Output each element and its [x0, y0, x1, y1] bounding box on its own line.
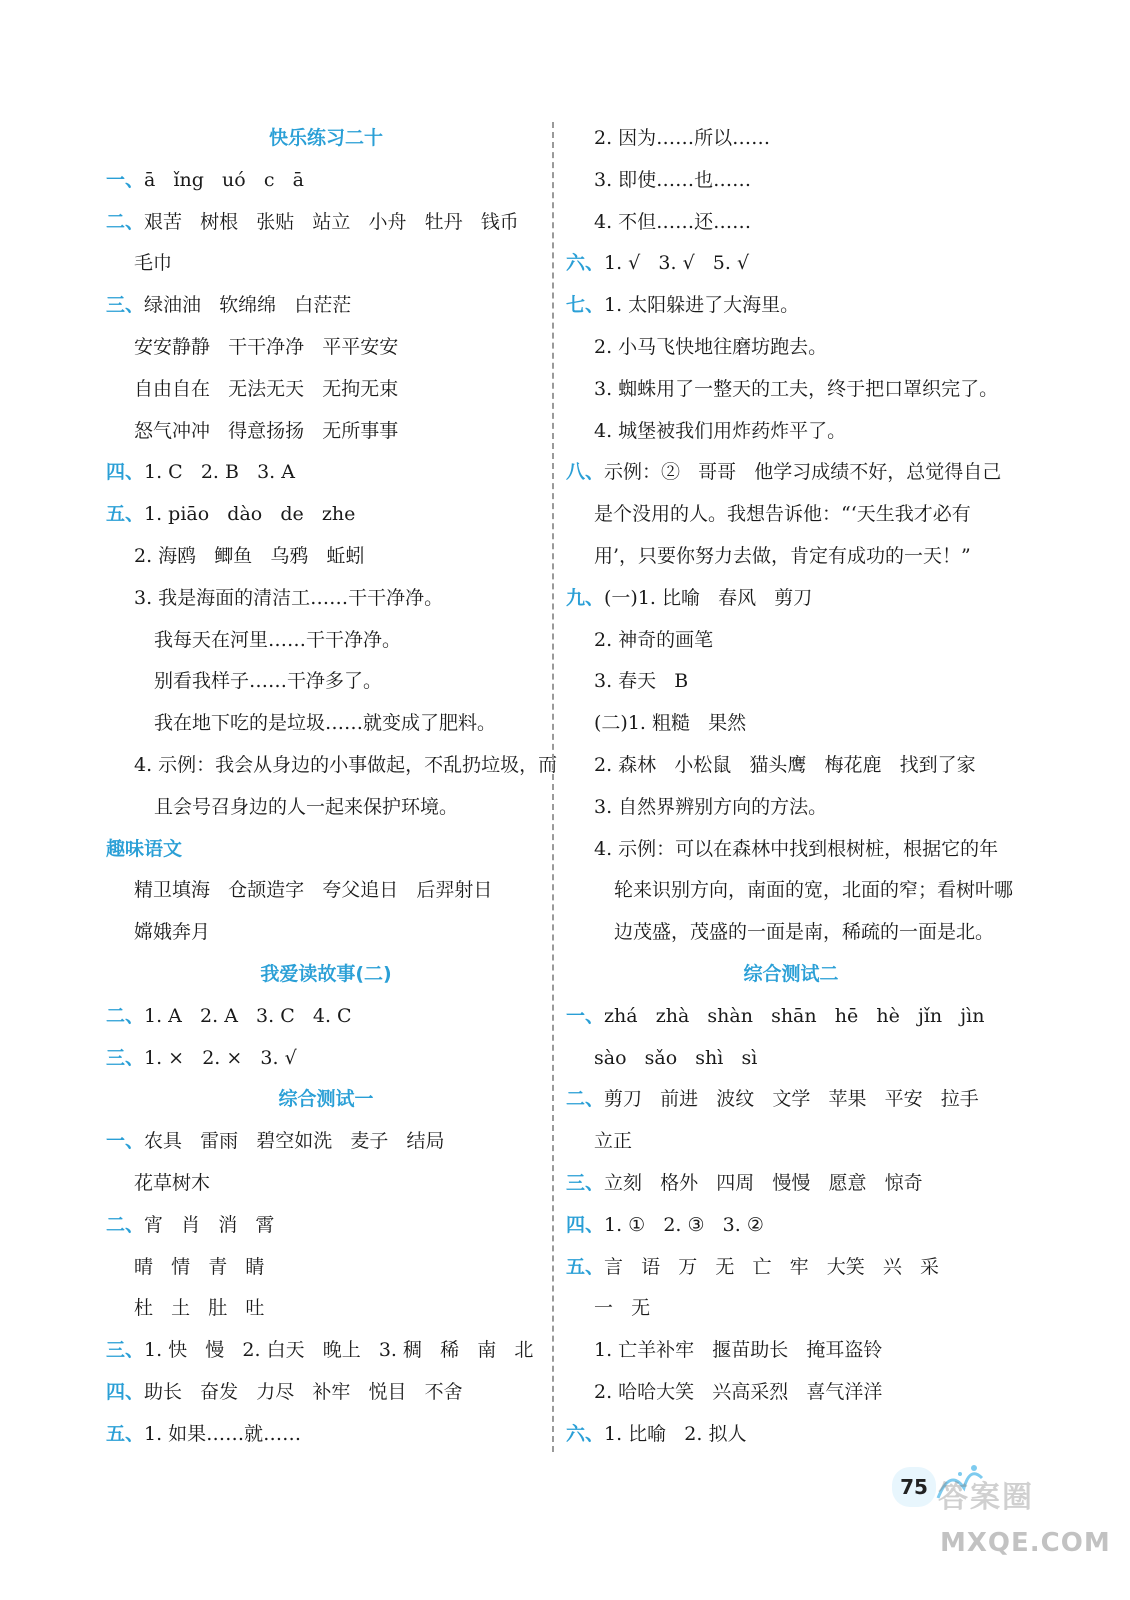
answer-text: 2. 小马飞快地往磨坊跑去。: [594, 335, 828, 358]
question-number: 五、: [106, 1422, 145, 1445]
answer-text: 自由自在 无法无天 无拘无束: [134, 377, 399, 400]
answer-line: [566, 829, 1016, 871]
answer-text: 1. C 2. B 3. A: [144, 461, 295, 484]
answer-line: [566, 578, 1016, 620]
question-number: 二、: [106, 210, 145, 233]
answer-line: [566, 202, 1016, 244]
answer-line: [566, 703, 1016, 745]
question-number: 六、: [566, 252, 605, 275]
question-number: 三、: [106, 1046, 145, 1069]
question-number: 三、: [566, 1171, 605, 1194]
answer-text: 且会号召身边的人一起来保护环境。: [154, 795, 459, 818]
answer-text: 4. 示例：我会从身边的小事做起，不乱扔垃圾，而: [134, 753, 558, 776]
answer-line: [566, 912, 1016, 954]
answer-line: [106, 578, 546, 620]
section-title: 趣味语文: [106, 837, 183, 860]
question-number: 二、: [566, 1088, 605, 1111]
answer-line: [106, 369, 546, 411]
answer-line: [106, 1205, 546, 1247]
question-number: 一、: [106, 1130, 145, 1153]
answer-text: 绿油油 软绵绵 白茫茫: [144, 294, 352, 317]
answer-line: [566, 285, 1016, 327]
question-number: 一、: [106, 168, 145, 191]
answer-line: [566, 536, 1016, 578]
answer-text: 2. 神奇的画笔: [594, 628, 714, 651]
answer-line: [566, 160, 1016, 202]
answer-line: [566, 1330, 1016, 1372]
answer-line: [106, 1163, 546, 1205]
answer-line: [566, 661, 1016, 703]
question-number: 五、: [106, 503, 145, 526]
answer-line: [106, 1330, 546, 1372]
answer-text: 示例：② 哥哥 他学习成绩不好，总觉得自己: [604, 461, 1002, 484]
answer-text: 助长 奋发 力尽 补牢 悦目 不舍: [144, 1380, 463, 1403]
answer-text: 花草树木: [134, 1171, 211, 1194]
question-number: 四、: [106, 1380, 145, 1403]
answer-text: 嫦娥奔月: [134, 921, 211, 944]
answer-line: [106, 1121, 546, 1163]
answer-line: [566, 243, 1016, 285]
answer-text: 2. 因为……所以……: [594, 127, 771, 149]
answer-line: [566, 369, 1016, 411]
question-number: 九、: [566, 586, 605, 609]
question-number: 八、: [566, 461, 605, 484]
left-column: [106, 118, 558, 1456]
answer-line: [106, 327, 546, 369]
answer-line: [566, 118, 1016, 160]
answer-line: [106, 912, 546, 954]
answer-line: [106, 160, 546, 202]
answer-line: [566, 452, 1016, 494]
answer-line: [566, 1038, 1016, 1080]
answer-line: [106, 661, 546, 703]
answer-text: 2. 哈哈大笑 兴高采烈 喜气洋洋: [594, 1380, 883, 1403]
answer-line: [566, 1163, 1016, 1205]
answer-text: 1. √ 3. √ 5. √: [604, 252, 750, 275]
answer-text: 2. 海鸥 鲫鱼 乌鸦 蚯蚓: [134, 544, 365, 567]
answer-text: 3. 蜘蛛用了一整天的工夫，终于把口罩织完了。: [594, 377, 999, 400]
answer-line: [106, 1038, 546, 1080]
watermark-url: MXQE.COM: [940, 1528, 1111, 1558]
answer-text: 言 语 万 无 亡 牢 大笑 兴 采: [604, 1255, 939, 1278]
answer-text: zhá zhà shàn shān hē hè jǐn jìn: [604, 1004, 985, 1027]
answer-text: 4. 示例：可以在森林中找到根树桩，根据它的年: [594, 837, 999, 860]
answer-line: [106, 1372, 546, 1414]
answer-text: 我在地下吃的是垃圾……就变成了肥料。: [154, 712, 497, 735]
answer-line: [106, 1414, 546, 1456]
answer-text: 3. 即使……也……: [594, 168, 752, 191]
answer-text: 用’，只要你努力去做，肯定有成功的一天！”: [594, 544, 971, 567]
answer-text: 一 无: [594, 1297, 651, 1320]
answer-text: 我每天在河里……干干净净。: [154, 628, 402, 651]
answer-text: 3. 春天 B: [594, 670, 689, 693]
section-heading: 我爱读故事(二): [260, 962, 392, 985]
answer-text: 是个没用的人。我想告诉他：“‘天生我才必有: [594, 503, 971, 526]
answer-line: [106, 411, 546, 453]
answer-text: 1. 比喻 2. 拟人: [604, 1422, 747, 1445]
question-number: 三、: [106, 1339, 145, 1362]
question-number: 一、: [566, 1004, 605, 1027]
answer-line: [566, 411, 1016, 453]
question-number: 七、: [566, 294, 605, 317]
column-divider: [552, 122, 554, 1452]
answer-text: 轮来识别方向，南面的宽，北面的窄；看树叶哪: [614, 879, 1014, 902]
answer-text: (二)1. 粗糙 果然: [594, 712, 747, 735]
answer-line: [106, 787, 546, 829]
answer-text: 1. 亡羊补牢 揠苗助长 掩耳盗铃: [594, 1339, 883, 1362]
right-column: [566, 118, 1016, 1456]
answer-line: [566, 787, 1016, 829]
answer-line: [106, 745, 558, 787]
question-number: 四、: [566, 1213, 605, 1236]
answer-text: sào sǎo shì sì: [594, 1046, 758, 1069]
answer-text: 怒气冲冲 得意扬扬 无所事事: [134, 419, 399, 442]
answer-text: 别看我样子……干净多了。: [154, 670, 383, 693]
answer-text: 1. piāo dào de zhe: [144, 503, 356, 526]
answer-text: 农具 雷雨 碧空如洗 麦子 结局: [144, 1130, 445, 1153]
answer-text: 精卫填海 仓颉造字 夸父追日 后羿射日: [134, 879, 493, 902]
question-number: 四、: [106, 461, 145, 484]
answer-line: [566, 1121, 1016, 1163]
answer-line: [106, 703, 546, 745]
answer-line: [106, 452, 546, 494]
question-number: 三、: [106, 294, 145, 317]
answer-text: 2. 森林 小松鼠 猫头鹰 梅花鹿 找到了家: [594, 753, 976, 776]
answer-text: 1. × 2. × 3. √: [144, 1046, 297, 1069]
answer-text: 艰苦 树根 张贴 站立 小舟 牡丹 钱币: [144, 210, 519, 233]
answer-line: [566, 870, 1016, 912]
question-number: 二、: [106, 1004, 145, 1027]
answer-line: [566, 620, 1016, 662]
answer-text: 边茂盛，茂盛的一面是南，稀疏的一面是北。: [614, 921, 995, 944]
watermark-logo: 答案圈: [938, 1480, 1034, 1515]
answer-text: 安安静静 干干净净 平平安安: [134, 335, 399, 358]
answer-line: [106, 1247, 546, 1289]
answer-line: [566, 1372, 1016, 1414]
answer-line: [566, 1414, 1016, 1456]
answer-line: [566, 1288, 1016, 1330]
answer-line: [566, 1205, 1016, 1247]
answer-text: 1. A 2. A 3. C 4. C: [144, 1004, 352, 1027]
answer-line: [106, 870, 546, 912]
answer-text: 1. 太阳躲进了大海里。: [604, 294, 800, 317]
answer-text: 毛巾: [134, 252, 173, 275]
answer-text: 4. 城堡被我们用炸药炸平了。: [594, 419, 847, 442]
answer-line: [106, 285, 546, 327]
answer-text: 3. 我是海面的清洁工……干干净净。: [134, 586, 444, 609]
answer-line: [566, 996, 1016, 1038]
answer-line: [106, 536, 546, 578]
answer-text: 4. 不但……还……: [594, 210, 752, 233]
answer-line: [566, 327, 1016, 369]
answer-text: 1. 如果……就……: [144, 1422, 302, 1445]
answer-text: 立正: [594, 1130, 633, 1153]
answer-text: ā ǐng uó c ā: [144, 168, 304, 191]
answer-line: [106, 996, 546, 1038]
answer-line: [566, 494, 1016, 536]
question-number: 五、: [566, 1255, 605, 1278]
section-heading: 快乐练习二十: [268, 127, 383, 149]
answer-line: [566, 745, 1016, 787]
answer-text: 晴 情 青 睛: [134, 1255, 265, 1278]
answer-line: [566, 1247, 1016, 1289]
answer-line: [106, 494, 546, 536]
answer-line: [106, 243, 546, 285]
answer-text: 立刻 格外 四周 慢慢 愿意 惊奇: [604, 1171, 923, 1194]
answer-text: 剪刀 前进 波纹 文学 苹果 平安 拉手: [604, 1088, 979, 1111]
answer-text: 1. ① 2. ③ 3. ②: [604, 1213, 764, 1236]
answer-text: 宵 肖 消 霄: [144, 1213, 275, 1236]
answer-line: [106, 1288, 546, 1330]
answer-text: 3. 自然界辨别方向的方法。: [594, 795, 828, 818]
answer-line: [566, 1079, 1016, 1121]
answer-text: 杜 土 肚 吐: [134, 1297, 265, 1320]
question-number: 二、: [106, 1213, 145, 1236]
answer-line: [106, 620, 546, 662]
answer-line: [106, 202, 546, 244]
page-number: 75: [892, 1467, 936, 1507]
question-number: 六、: [566, 1422, 605, 1445]
section-heading: 综合测试一: [278, 1088, 374, 1111]
answer-text: (一)1. 比喻 春风 剪刀: [604, 586, 813, 609]
answer-text: 1. 快 慢 2. 白天 晚上 3. 稠 稀 南 北: [144, 1339, 534, 1362]
section-heading: 综合测试二: [743, 962, 839, 985]
